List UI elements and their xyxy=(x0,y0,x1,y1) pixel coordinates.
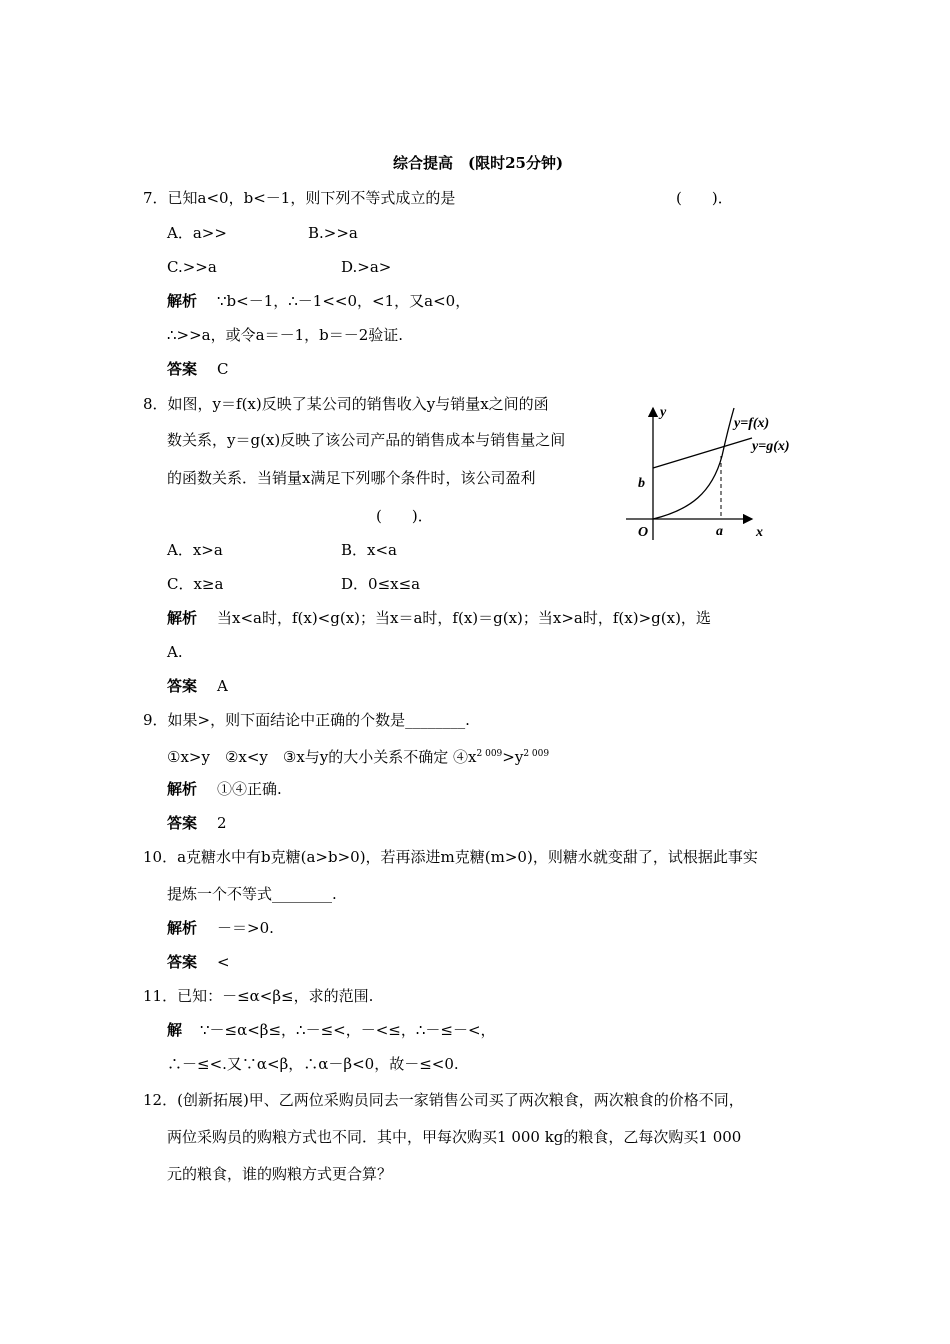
function-graph xyxy=(620,398,810,548)
q9-stem: 9．如果>，则下面结论中正确的个数是________. xyxy=(143,711,470,729)
q7-answer-blank: ( )． xyxy=(676,189,733,207)
q12-stem-line-2: 两位采购员的购粮方式也不同．其中，甲每次购买1 000 kg的粮食，乙每次购买1 000 xyxy=(167,1128,742,1146)
q8-answer-label: 答案 xyxy=(167,677,198,695)
q11-solution-line-2: ∴－≤<.又∵α<β，∴α－β<0，故－≤<0. xyxy=(167,1055,459,1073)
q7-analysis-label: 解析 xyxy=(167,292,198,310)
q7-analysis-line-2: ∴>>a，或令a＝－1，b＝－2验证. xyxy=(167,326,404,344)
q9-items-text: ①x>y ②x<y ③x与y的大小关系不确定 ④x xyxy=(167,748,477,766)
q10-analysis: －＝>0. xyxy=(217,919,274,937)
q8-stem-line-3: 的函数关系．当销量x满足下列哪个条件时，该公司盈利 xyxy=(167,469,536,487)
q7-answer: C xyxy=(217,360,229,378)
f-label: y=f(x) xyxy=(734,416,770,431)
q9-exponent-2: 2 009 xyxy=(523,749,550,759)
f-curve xyxy=(653,408,734,519)
q7-option-a: A．a>> xyxy=(167,224,227,242)
q7-stem: 7．已知a<0，b<－1，则下列不等式成立的是 xyxy=(143,189,456,207)
q10-answer: < xyxy=(217,953,230,971)
section-title: 综合提高 (限时25分钟) xyxy=(393,154,564,172)
g-label: y=g(x) xyxy=(752,439,790,454)
q8-analysis-label: 解析 xyxy=(167,609,198,627)
q10-stem-line-1: 10．a克糖水中有b克糖(a>b>0)，若再添进m克糖(m>0)，则糖水就变甜了，试根据此事实 xyxy=(143,848,758,866)
q9-answer-label: 答案 xyxy=(167,814,198,832)
q12-stem-line-3: 元的粮食，谁的购粮方式更合算？ xyxy=(167,1165,393,1183)
q11-stem: 11．已知：－≤α<β≤，求的范围. xyxy=(143,987,374,1005)
q7-option-c: C.>>a xyxy=(167,258,217,276)
q8-analysis-line-1: 当x<a时，f(x)<g(x)；当x＝a时，f(x)＝g(x)；当x>a时，f(x)>g(x)，选 xyxy=(217,609,711,627)
q7-option-b: B.>>a xyxy=(308,224,358,242)
q9-items-mid: >y xyxy=(502,748,524,766)
q7-answer-label: 答案 xyxy=(167,360,198,378)
a-label: a xyxy=(716,524,723,539)
q8-analysis-line-2: A. xyxy=(167,643,183,661)
q8-stem-line-2: 数关系，y＝g(x)反映了该公司产品的销售成本与销售量之间 xyxy=(167,431,566,449)
q7-option-d: D.>a> xyxy=(341,258,392,276)
q9-analysis-label: 解析 xyxy=(167,780,198,798)
q10-stem-line-2: 提炼一个不等式________. xyxy=(167,885,337,903)
q8-option-d: D．0≤x≤a xyxy=(341,575,421,593)
q9-exponent-1: 2 009 xyxy=(476,749,503,759)
q8-option-a: A．x>a xyxy=(167,541,223,559)
origin-label: O xyxy=(638,525,649,540)
q8-stem-line-1: 8．如图，y＝f(x)反映了某公司的销售收入y与销量x之间的函 xyxy=(143,395,549,413)
q8-answer-blank: ( )． xyxy=(376,507,433,525)
q9-items xyxy=(167,743,549,768)
q10-analysis-label: 解析 xyxy=(167,919,198,937)
q10-answer-label: 答案 xyxy=(167,953,198,971)
x-axis-label: x xyxy=(756,525,763,540)
g-line xyxy=(653,438,752,468)
q7-analysis-line-1: ∵b<－1，∴－1<<0，<1，又a<0， xyxy=(217,292,471,310)
q11-solution-line-1: ∵－≤α<β≤，∴－≤<，－<≤，∴－≤－<， xyxy=(200,1021,496,1039)
q11-solution-label: 解 xyxy=(167,1021,183,1039)
y-axis-label: y xyxy=(660,405,667,420)
q12-stem-line-1: 12．(创新拓展)甲、乙两位采购员同去一家销售公司买了两次粮食，两次粮食的价格不同， xyxy=(143,1091,744,1109)
b-label: b xyxy=(638,476,645,491)
q9-answer: 2 xyxy=(217,814,227,832)
q8-option-b: B．x<a xyxy=(341,541,397,559)
q8-option-c: C．x≥a xyxy=(167,575,224,593)
q9-analysis: ①④正确. xyxy=(217,780,282,798)
q8-answer: A xyxy=(217,677,228,695)
